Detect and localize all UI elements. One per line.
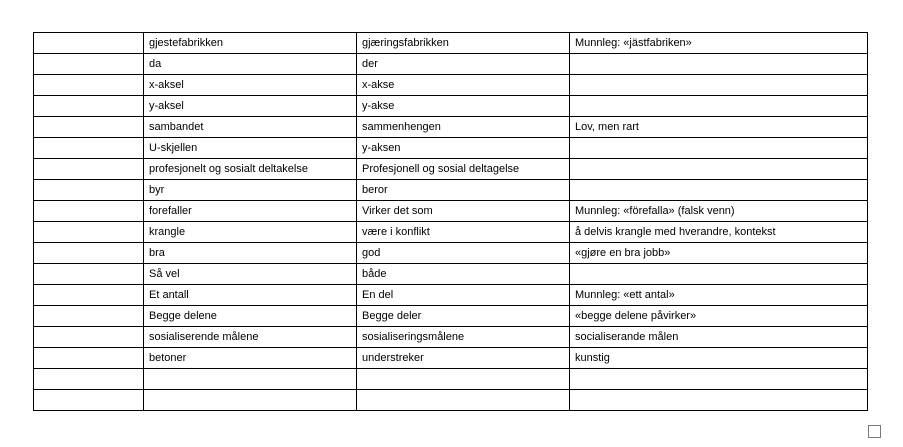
table-cell[interactable]: [570, 180, 868, 201]
table-cell[interactable]: Munnleg: «jästfabriken»: [570, 33, 868, 54]
table-cell[interactable]: Så vel: [144, 264, 357, 285]
table-cell[interactable]: gjestefabrikken: [144, 33, 357, 54]
table-cell[interactable]: Et antall: [144, 285, 357, 306]
table-cell[interactable]: [34, 75, 144, 96]
table-cell[interactable]: [34, 180, 144, 201]
table-cell[interactable]: [357, 390, 570, 411]
table-row: [34, 33, 868, 54]
table-cell[interactable]: Begge deler: [357, 306, 570, 327]
table-cell[interactable]: Profesjonell og sosial deltagelse: [357, 159, 570, 180]
table-row: [34, 201, 868, 222]
table-row: [34, 243, 868, 264]
table-cell[interactable]: sammenhengen: [357, 117, 570, 138]
table-cell[interactable]: da: [144, 54, 357, 75]
table-cell[interactable]: «gjøre en bra jobb»: [570, 243, 868, 264]
table-cell[interactable]: y-akse: [357, 96, 570, 117]
table-cell[interactable]: betoner: [144, 348, 357, 369]
table-cell[interactable]: [570, 264, 868, 285]
table-cell[interactable]: [570, 96, 868, 117]
table-cell[interactable]: sosialiserende målene: [144, 327, 357, 348]
table-cell[interactable]: [570, 159, 868, 180]
table-cell[interactable]: bra: [144, 243, 357, 264]
table-row: [34, 306, 868, 327]
table-row: [34, 180, 868, 201]
table-cell[interactable]: [570, 390, 868, 411]
table-cell[interactable]: kunstig: [570, 348, 868, 369]
table-cell[interactable]: krangle: [144, 222, 357, 243]
table-cell[interactable]: beror: [357, 180, 570, 201]
table-cell[interactable]: å delvis krangle med hverandre, kontekst: [570, 222, 868, 243]
table-cell[interactable]: [34, 264, 144, 285]
table-cell[interactable]: byr: [144, 180, 357, 201]
table-cell[interactable]: [570, 138, 868, 159]
table-cell[interactable]: x-akse: [357, 75, 570, 96]
table-cell[interactable]: [34, 222, 144, 243]
table-cell[interactable]: «begge delene påvirker»: [570, 306, 868, 327]
table-cell[interactable]: [34, 285, 144, 306]
table-cell[interactable]: [34, 243, 144, 264]
table-cell[interactable]: [34, 201, 144, 222]
table-cell[interactable]: Munnleg: «förefalla» (falsk venn): [570, 201, 868, 222]
table-cell[interactable]: U-skjellen: [144, 138, 357, 159]
table-cell[interactable]: [34, 348, 144, 369]
table-cell[interactable]: En del: [357, 285, 570, 306]
table-cell[interactable]: være i konflikt: [357, 222, 570, 243]
table-row: [34, 117, 868, 138]
table-cell[interactable]: [34, 159, 144, 180]
table-row: [34, 75, 868, 96]
table-cell[interactable]: [34, 138, 144, 159]
table-resize-handle[interactable]: [868, 425, 881, 438]
table-cell[interactable]: profesjonelt og sosialt deltakelse: [144, 159, 357, 180]
table-cell[interactable]: Begge delene: [144, 306, 357, 327]
table-cell[interactable]: både: [357, 264, 570, 285]
table-cell[interactable]: [34, 54, 144, 75]
table-cell[interactable]: [570, 54, 868, 75]
table-cell[interactable]: forefaller: [144, 201, 357, 222]
table-cell[interactable]: [34, 33, 144, 54]
table-cell[interactable]: [34, 306, 144, 327]
table-row: [34, 159, 868, 180]
table-cell[interactable]: Lov, men rart: [570, 117, 868, 138]
table-body: [34, 33, 868, 411]
table-row: [34, 54, 868, 75]
table-row: [34, 390, 868, 411]
table-row: [34, 285, 868, 306]
table-cell[interactable]: [34, 327, 144, 348]
table-cell[interactable]: [34, 369, 144, 390]
table-row: [34, 222, 868, 243]
table-row: [34, 96, 868, 117]
table-cell[interactable]: gjæringsfabrikken: [357, 33, 570, 54]
table-cell[interactable]: Munnleg: «ett antal»: [570, 285, 868, 306]
table-cell[interactable]: socialiserande målen: [570, 327, 868, 348]
table-row: [34, 264, 868, 285]
table-cell[interactable]: [34, 117, 144, 138]
translation-table: [33, 32, 868, 411]
table-cell[interactable]: y-aksel: [144, 96, 357, 117]
table-cell[interactable]: [34, 390, 144, 411]
table-cell[interactable]: [34, 96, 144, 117]
table-cell[interactable]: sosialiseringsmålene: [357, 327, 570, 348]
table-cell[interactable]: der: [357, 54, 570, 75]
table-row: [34, 327, 868, 348]
table-cell[interactable]: god: [357, 243, 570, 264]
table-row: [34, 138, 868, 159]
table-cell[interactable]: y-aksen: [357, 138, 570, 159]
table-row: [34, 348, 868, 369]
table-cell[interactable]: x-aksel: [144, 75, 357, 96]
table-cell[interactable]: [570, 75, 868, 96]
table-cell[interactable]: sambandet: [144, 117, 357, 138]
table-cell[interactable]: [144, 390, 357, 411]
table-cell[interactable]: Virker det som: [357, 201, 570, 222]
table-cell[interactable]: [570, 369, 868, 390]
table-cell[interactable]: [144, 369, 357, 390]
table-row: [34, 369, 868, 390]
table-cell[interactable]: [357, 369, 570, 390]
table-cell[interactable]: understreker: [357, 348, 570, 369]
